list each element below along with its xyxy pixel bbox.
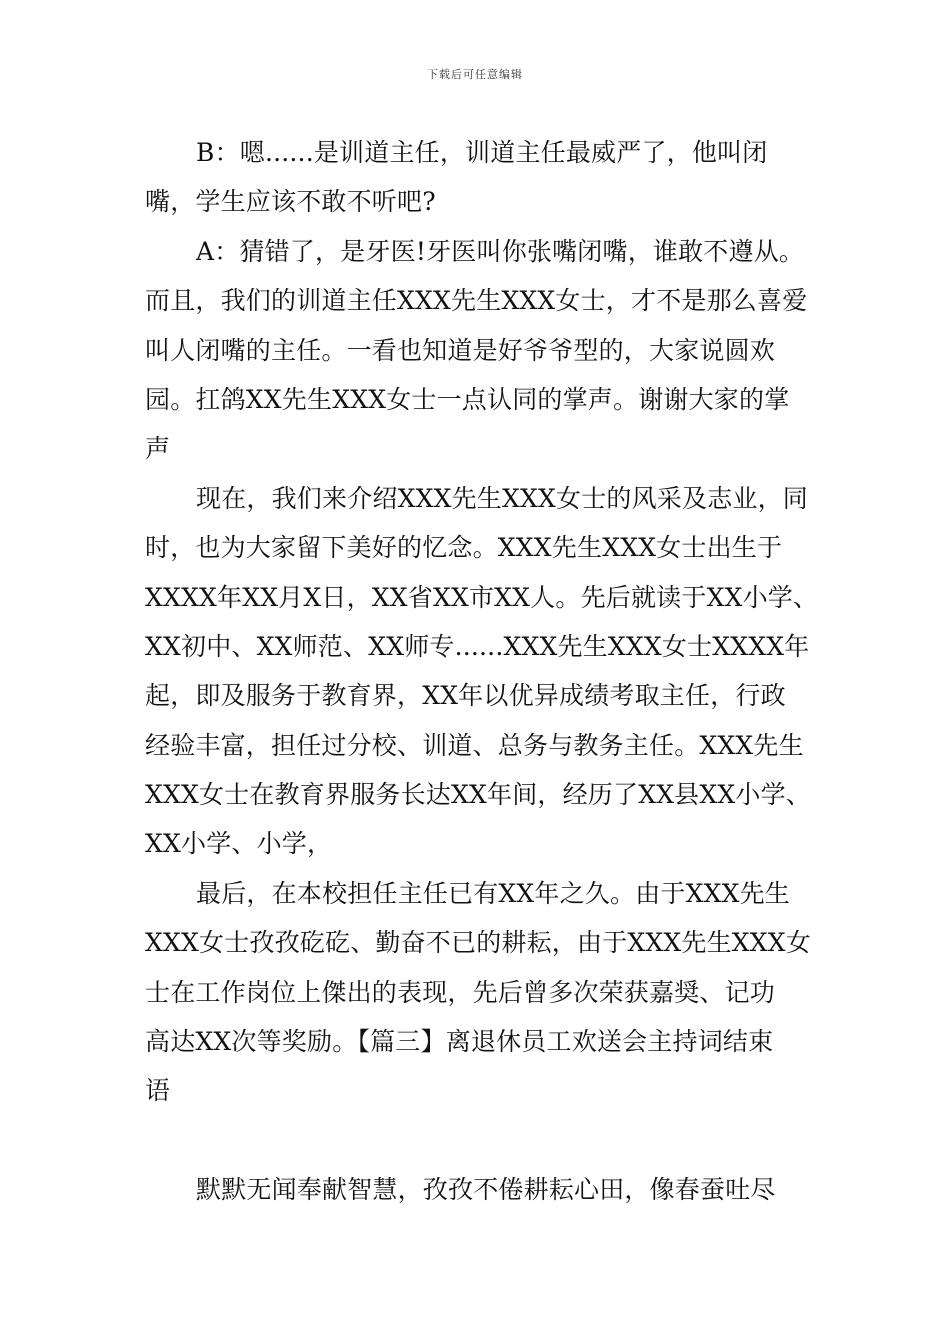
- text-line: 叫人闭嘴的主任。一看也知道是好爷爷型的，大家说圆欢: [145, 335, 776, 365]
- text-line: XXXX年XX月X日，XX省XX市XX人。先后就读于XX小学、: [145, 582, 819, 612]
- text-line: 园。扛鸽XX先生XXX女士一点认同的掌声。谢谢大家的掌: [145, 384, 790, 414]
- text-line: 默默无闻奉献智慧，孜孜不倦耕耘心田，像春蚕吐尽: [196, 1175, 776, 1205]
- text-line: 声: [145, 434, 171, 464]
- page-header: 下载后可任意编辑: [427, 68, 523, 81]
- text-line: XXX女士孜孜矻矻、勤奋不已的耕耘，由于XXX先生XXX女: [145, 928, 811, 958]
- text-line: 最后，在本校担任主任已有XX年之久。由于XXX先生: [196, 878, 790, 908]
- text-line: 起，即及服务于教育界，XX年以优异成绩考取主任，行政: [145, 681, 786, 711]
- text-line: XX初中、XX师范、XX师专......XXX先生XXX女士XXXX年: [145, 631, 810, 661]
- text-line: XX小学、小学，: [145, 829, 333, 859]
- text-line: XXX女士在教育界服务长达XX年间，经历了XX县XX小学、: [145, 780, 811, 810]
- document-body: [145, 128, 819, 1215]
- text-line: A：猜错了，是牙医!牙医叫你张嘴闭嘴，谁敢不遵从。: [196, 236, 805, 266]
- text-line: 嘴，学生应该不敢不听吧?: [145, 187, 436, 217]
- text-line: B：嗯......是训道主任，训道主任最威严了，他叫闭: [196, 138, 768, 167]
- text-line: 而且，我们的训道主任XXX先生XXX女士，才不是那么喜爱: [145, 286, 808, 316]
- text-line: 时，也为大家留下美好的忆念。XXX先生XXX女士出生于: [145, 533, 783, 563]
- text-line: 语: [145, 1076, 171, 1106]
- text-line: 经验丰富，担任过分校、训道、总务与教务主任。XXX先生: [145, 730, 804, 760]
- text-line: 现在，我们来介绍XXX先生XXX女士的风采及志业，同: [196, 483, 808, 513]
- text-line: 高达XX次等奖励。【篇三】离退休员工欢送会主持词结束: [145, 1027, 774, 1057]
- text-line: 士在工作岗位上傑出的表现，先后曾多次荣获嘉奨、记功: [145, 977, 776, 1007]
- blank-line: [145, 1116, 815, 1165]
